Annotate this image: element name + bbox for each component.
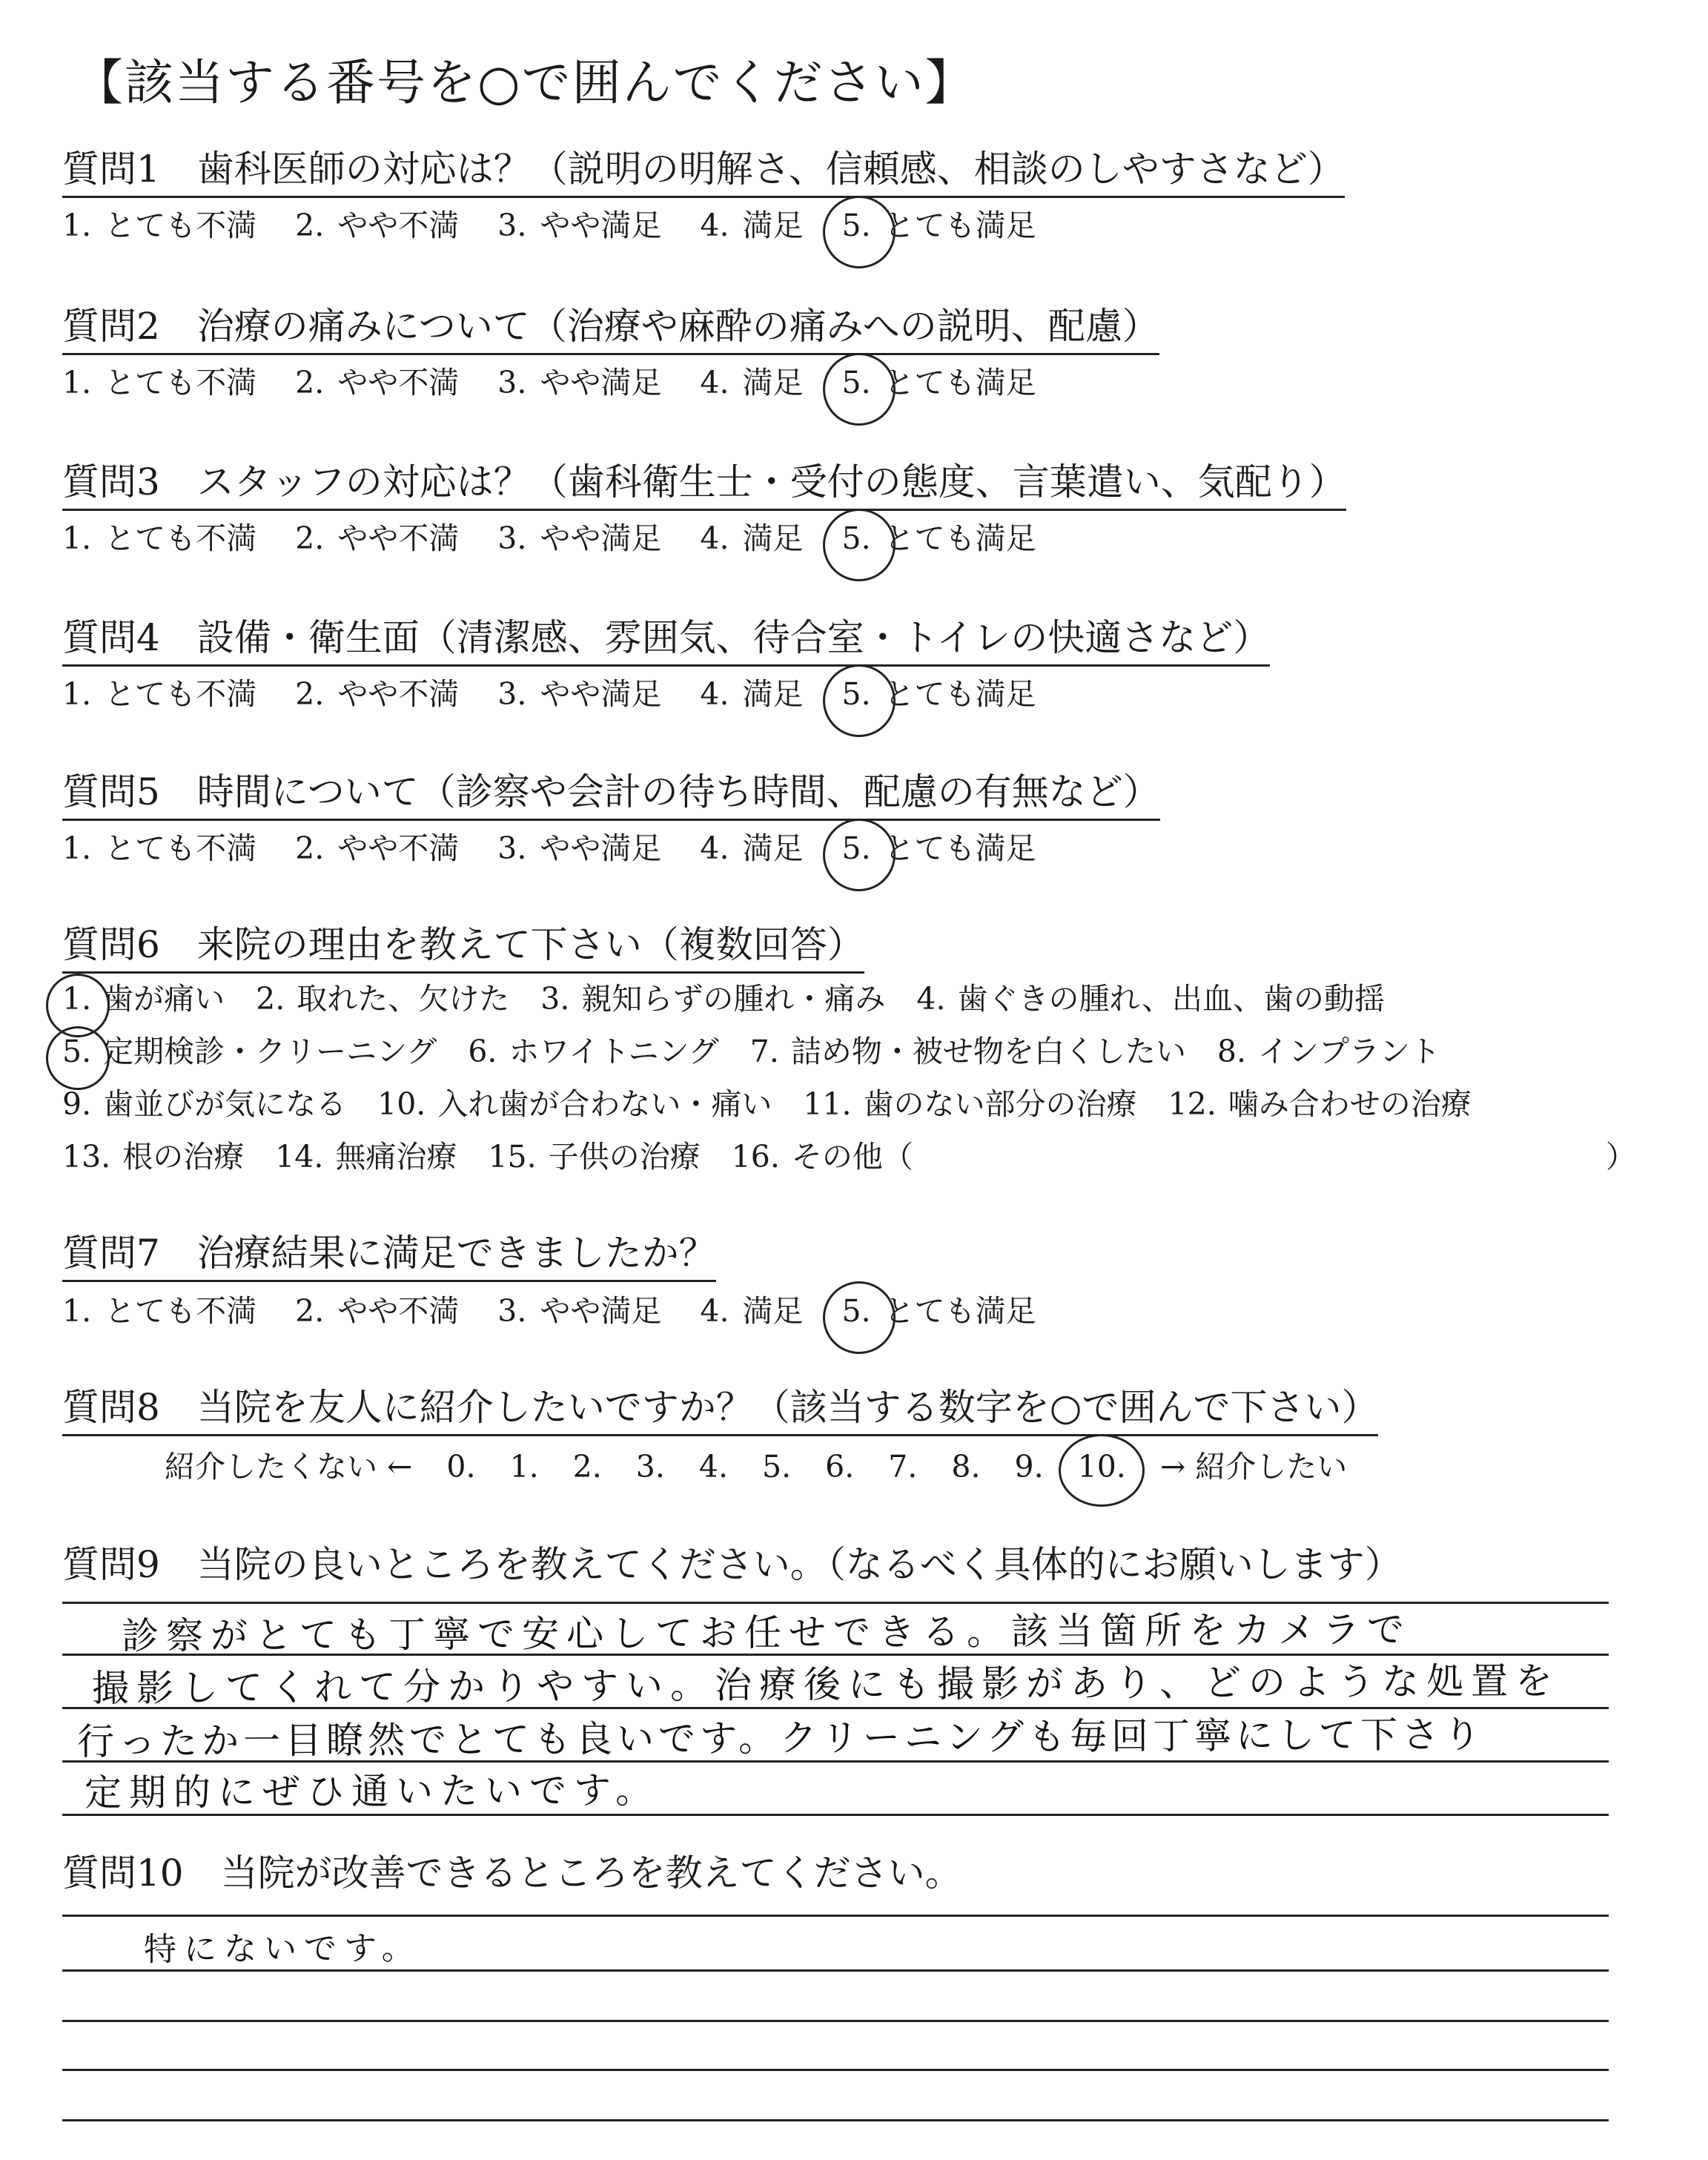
question-1-options <box>62 203 1075 248</box>
reason-2[interactable]: 2. 取れた、欠けた <box>256 981 510 1017</box>
q7-option-4[interactable]: 4. 満足 <box>700 1293 804 1329</box>
q1-option-1[interactable]: 1. とても不満 <box>62 208 257 243</box>
q2-option-4[interactable]: 4. 満足 <box>700 365 804 400</box>
scale-8[interactable]: 8. <box>951 1449 981 1484</box>
question-4-title: 質問4 設備・衛生面（清潔感、雰囲気、待合室・トイレの快適さなど） <box>62 615 1270 667</box>
answer-line <box>62 2020 1609 2022</box>
q2-option-5-selected[interactable]: 5. とても満足 <box>841 365 1036 400</box>
reason-4[interactable]: 4. 歯ぐきの腫れ、出血、歯の動揺 <box>916 981 1385 1017</box>
q5-option-1[interactable]: 1. とても不満 <box>62 830 257 866</box>
scale-left-label: 紹介したくない ← <box>165 1449 413 1484</box>
question-9-title: 質問9 当院の良いところを教えてください。（なるべく具体的にお願いします） <box>62 1543 1402 1586</box>
q3-option-4[interactable]: 4. 満足 <box>700 521 804 556</box>
reason-3[interactable]: 3. 親知らずの腫れ・痛み <box>540 981 886 1017</box>
question-7-title: 質問7 治療結果に満足できましたか？ <box>62 1231 716 1282</box>
page-title: 【該当する番号を○で囲んでください】 <box>74 54 976 111</box>
q3-option-5-selected[interactable]: 5. とても満足 <box>841 521 1036 556</box>
reason-15[interactable]: 15. 子供の治療 <box>488 1139 701 1175</box>
reason-row-1 <box>62 973 1503 1025</box>
scale-1[interactable]: 1. <box>509 1449 539 1484</box>
question-10-title: 質問10 当院が改善できるところを教えてください。 <box>62 1852 962 1895</box>
question-8-title: 質問8 当院を友人に紹介したいですか？（該当する数字を○で囲んで下さい） <box>62 1385 1378 1436</box>
question-4-options <box>62 672 1075 716</box>
reason-row-2 <box>62 1025 1503 1078</box>
reason-14[interactable]: 14. 無痛治療 <box>275 1139 457 1175</box>
reason-6[interactable]: 6. ホワイトニング <box>468 1034 719 1069</box>
question-5-title: 質問5 時間について（診察や会計の待ち時間、配慮の有無など） <box>62 770 1160 821</box>
q4-option-4[interactable]: 4. 満足 <box>700 676 804 712</box>
question-6-title: 質問6 来院の理由を教えて下さい（複数回答） <box>62 922 864 974</box>
question-2-options <box>62 360 1075 405</box>
q4-option-2[interactable]: 2. やや不満 <box>295 676 460 712</box>
reason-16-other[interactable]: 16. その他（ <box>731 1139 913 1175</box>
reason-8[interactable]: 8. インプラント <box>1217 1034 1440 1069</box>
question-8-scale <box>165 1444 1381 1489</box>
scale-0[interactable]: 0. <box>446 1449 476 1484</box>
q10-answer-line-1: 特にないです。 <box>143 1929 422 1969</box>
scale-4[interactable]: 4. <box>698 1449 729 1484</box>
reason-1-selected[interactable]: 1. 歯が痛い <box>62 981 225 1017</box>
scale-right-label: → 紹介したい <box>1159 1449 1348 1484</box>
q4-option-3[interactable]: 3. やや満足 <box>497 676 662 712</box>
reason-11[interactable]: 11. 歯のない部分の治療 <box>803 1086 1137 1122</box>
scale-6[interactable]: 6. <box>825 1449 855 1484</box>
q4-option-5-selected[interactable]: 5. とても満足 <box>841 676 1036 712</box>
q3-option-1[interactable]: 1. とても不満 <box>62 521 257 556</box>
q1-option-3[interactable]: 3. やや満足 <box>497 208 662 243</box>
q7-option-3[interactable]: 3. やや満足 <box>497 1293 662 1329</box>
q2-option-1[interactable]: 1. とても不満 <box>62 365 257 400</box>
scale-10-selected[interactable]: 10. <box>1078 1444 1126 1489</box>
q2-option-3[interactable]: 3. やや満足 <box>497 365 662 400</box>
q5-option-4[interactable]: 4. 満足 <box>700 830 804 866</box>
q9-answer-line-4: 定期的にぜひ通いたいです。 <box>84 1768 661 1815</box>
reason-9[interactable]: 9. 歯並びが気になる <box>62 1086 347 1122</box>
reason-13[interactable]: 13. 根の治療 <box>62 1139 245 1175</box>
question-6-reasons <box>62 973 1503 1183</box>
q5-option-2[interactable]: 2. やや不満 <box>295 830 460 866</box>
scale-2[interactable]: 2. <box>572 1449 602 1484</box>
reason-row-3 <box>62 1078 1503 1131</box>
q2-option-2[interactable]: 2. やや不満 <box>295 365 460 400</box>
question-3-title: 質問3 スタッフの対応は？（歯科衛生士・受付の態度、言葉遣い、気配り） <box>62 460 1346 511</box>
other-paren-close: ） <box>1606 1139 1636 1175</box>
q1-option-5-selected[interactable]: 5. とても満足 <box>841 208 1036 243</box>
q3-option-2[interactable]: 2. やや不満 <box>295 521 460 556</box>
question-5-options <box>62 826 1075 871</box>
q1-option-2[interactable]: 2. やや不満 <box>295 208 460 243</box>
scale-7[interactable]: 7. <box>888 1449 918 1484</box>
scale-3[interactable]: 3. <box>635 1449 665 1484</box>
q5-option-5-selected[interactable]: 5. とても満足 <box>841 830 1036 866</box>
scale-5[interactable]: 5. <box>762 1449 792 1484</box>
scale-9[interactable]: 9. <box>1014 1449 1044 1484</box>
q9-answer-line-2: 撮影してくれて分かりやすい。治療後にも撮影があり、どのような処置を <box>91 1659 1560 1711</box>
question-2-title: 質問2 治療の痛みについて（治療や麻酔の痛みへの説明、配慮） <box>62 304 1159 355</box>
question-1-title: 質問1 歯科医師の対応は？（説明の明解さ、信頼感、相談のしやすさなど） <box>62 147 1345 198</box>
question-7-options <box>62 1289 1075 1333</box>
q7-option-2[interactable]: 2. やや不満 <box>295 1293 460 1329</box>
q9-answer-line-3: 行ったか一目瞭然でとても良いです。クリーニングも毎回丁寧にして下さり <box>76 1713 1486 1763</box>
reason-7[interactable]: 7. 詰め物・被せ物を白くしたい <box>749 1034 1186 1069</box>
question-3-options <box>62 516 1075 561</box>
reason-12[interactable]: 12. 噛み合わせの治療 <box>1168 1086 1472 1122</box>
q7-option-5-selected[interactable]: 5. とても満足 <box>841 1293 1036 1329</box>
q3-option-3[interactable]: 3. やや満足 <box>497 521 662 556</box>
reason-10[interactable]: 10. 入れ歯が合わない・痛い <box>377 1086 772 1122</box>
answer-line <box>62 1969 1609 1972</box>
answer-line <box>62 1915 1609 1917</box>
q7-option-1[interactable]: 1. とても不満 <box>62 1293 257 1329</box>
q4-option-1[interactable]: 1. とても不満 <box>62 676 257 712</box>
answer-line <box>62 2069 1609 2071</box>
q1-option-4[interactable]: 4. 満足 <box>700 208 804 243</box>
reason-row-4 <box>62 1131 1503 1183</box>
answer-line <box>62 2119 1609 2121</box>
q9-answer-line-1: 診察がとても丁寧で安心してお任せできる。該当箇所をカメラで <box>121 1608 1412 1658</box>
q5-option-3[interactable]: 3. やや満足 <box>497 830 662 866</box>
reason-5-selected[interactable]: 5. 定期検診・クリーニング <box>62 1034 437 1069</box>
